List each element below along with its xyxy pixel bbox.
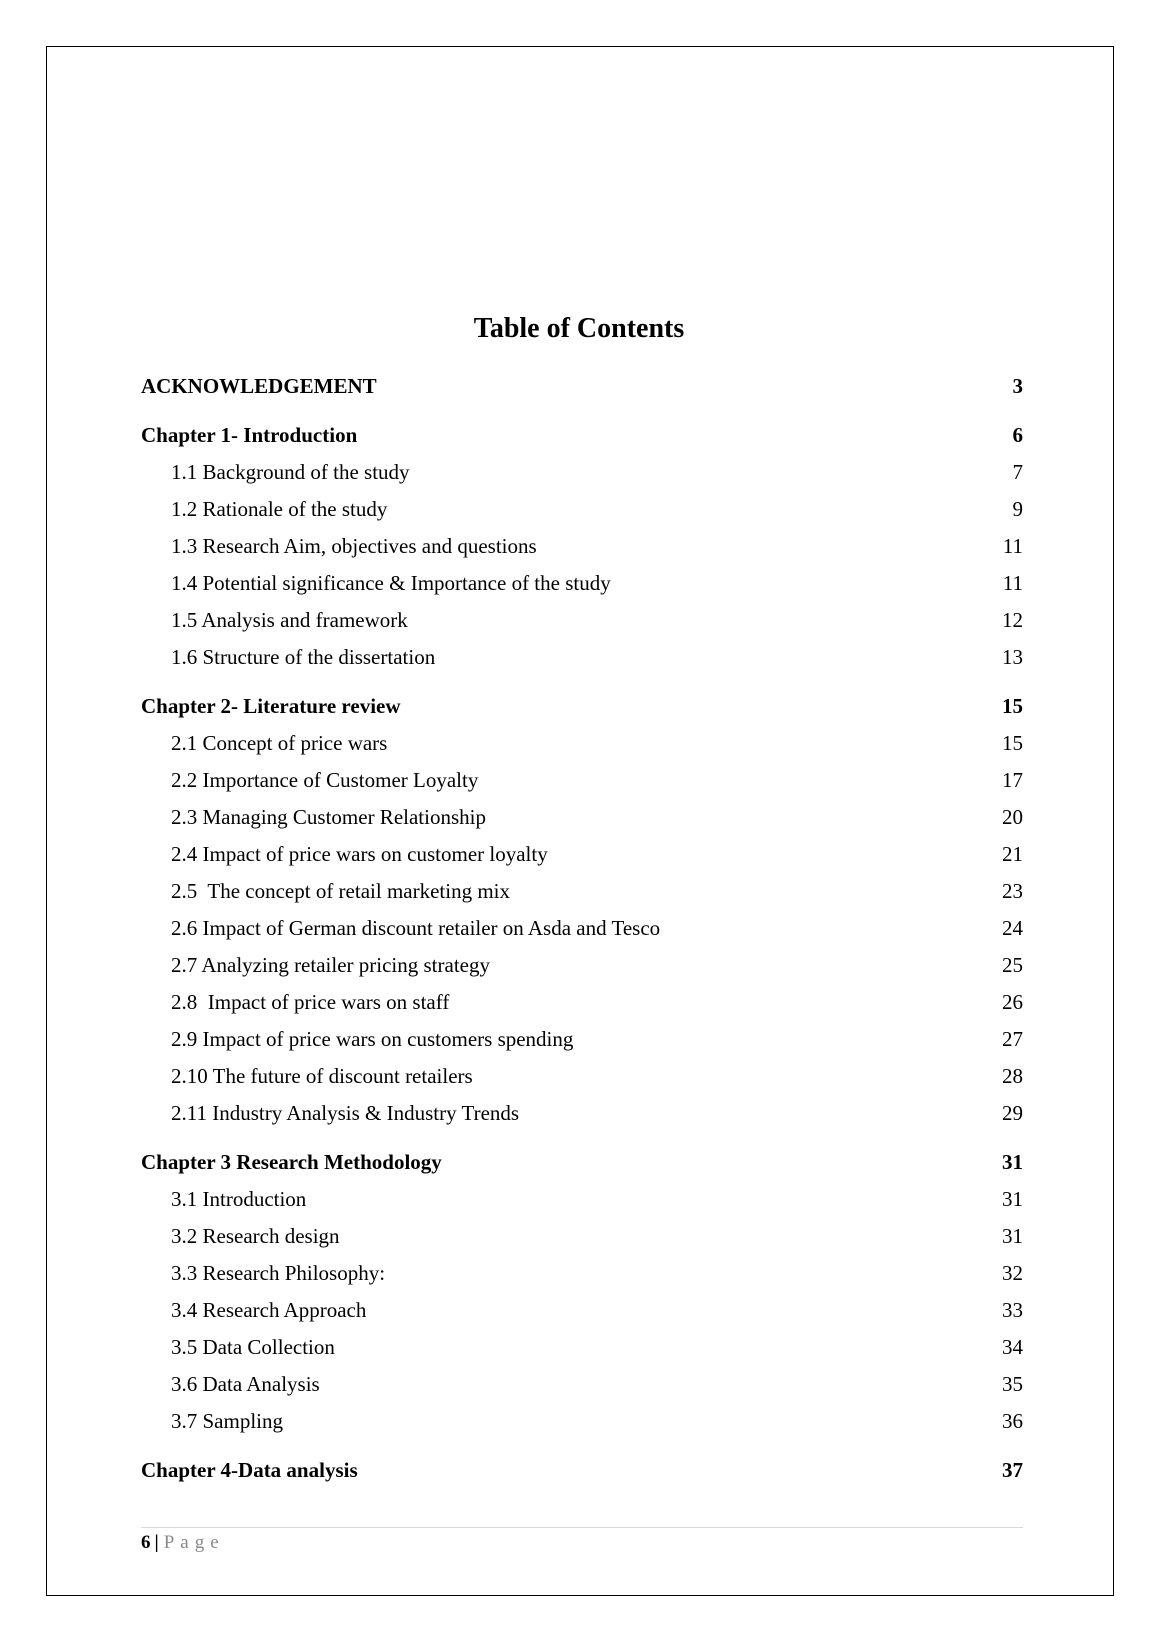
toc-section-entry[interactable] bbox=[141, 1403, 1023, 1440]
toc-section-entry[interactable] bbox=[141, 873, 1023, 910]
toc-section-entry[interactable] bbox=[141, 602, 1023, 639]
toc-entry-page-number: 31 bbox=[1002, 1224, 1023, 1248]
toc-section-entry[interactable] bbox=[141, 1218, 1023, 1255]
toc-entry-label: 2.7 Analyzing retailer pricing strategy bbox=[171, 953, 490, 977]
toc-entry-label: 1.5 Analysis and framework bbox=[171, 608, 408, 632]
toc-entry-label: Chapter 1- Introduction bbox=[141, 423, 358, 447]
toc-section-entry[interactable] bbox=[141, 1058, 1023, 1095]
toc-entry-page-number: 26 bbox=[1002, 990, 1023, 1014]
toc-entry-label: 1.4 Potential significance & Importance of the study bbox=[171, 571, 611, 595]
toc-entry-page-number: 3 bbox=[1012, 374, 1023, 398]
footer-divider bbox=[141, 1527, 1023, 1528]
toc-section-entry[interactable] bbox=[141, 454, 1023, 491]
toc-entry-label: 1.1 Background of the study bbox=[171, 460, 410, 484]
toc-section-entry[interactable] bbox=[141, 762, 1023, 799]
toc-entry-label: 3.6 Data Analysis bbox=[171, 1372, 320, 1396]
toc-entry-label: 3.2 Research design bbox=[171, 1224, 340, 1248]
toc-section-entry[interactable] bbox=[141, 491, 1023, 528]
toc-entry-label: 2.10 The future of discount retailers bbox=[171, 1064, 473, 1088]
toc-entry-label: Chapter 2- Literature review bbox=[141, 694, 401, 718]
toc-entry-label: Chapter 3 Research Methodology bbox=[141, 1150, 442, 1174]
toc-entry-page-number: 12 bbox=[1002, 608, 1023, 632]
toc-entry-page-number: 35 bbox=[1002, 1372, 1023, 1396]
toc-section-entry[interactable] bbox=[141, 565, 1023, 602]
toc-entry-label: 2.9 Impact of price wars on customers spending bbox=[171, 1027, 574, 1051]
toc-entry-page-number: 15 bbox=[1002, 694, 1023, 718]
toc-entry-label: 1.2 Rationale of the study bbox=[171, 497, 388, 521]
toc-section-entry[interactable] bbox=[141, 947, 1023, 984]
toc-entry-page-number: 23 bbox=[1002, 879, 1023, 903]
toc-entry-page-number: 7 bbox=[1012, 460, 1023, 484]
toc-entry-label: 3.4 Research Approach bbox=[171, 1298, 367, 1322]
toc-entry-page-number: 21 bbox=[1002, 842, 1023, 866]
toc-section-entry[interactable] bbox=[141, 1255, 1023, 1292]
toc-entry-label: 3.1 Introduction bbox=[171, 1187, 307, 1211]
toc-entry-page-number: 31 bbox=[1002, 1187, 1023, 1211]
toc-section-entry[interactable] bbox=[141, 984, 1023, 1021]
toc-chapter-entry[interactable] bbox=[141, 688, 1023, 725]
toc-section-entry[interactable] bbox=[141, 1329, 1023, 1366]
toc-section-entry[interactable] bbox=[141, 1181, 1023, 1218]
toc-section-entry[interactable] bbox=[141, 1366, 1023, 1403]
toc-chapter-entry[interactable] bbox=[141, 1452, 1023, 1489]
toc-section-entry[interactable] bbox=[141, 1021, 1023, 1058]
toc-entry-label: 2.5 The concept of retail marketing mix bbox=[171, 879, 511, 903]
toc-entry-label: ACKNOWLEDGEMENT bbox=[141, 374, 377, 398]
toc-section-entry[interactable] bbox=[141, 725, 1023, 762]
toc-section-entry[interactable] bbox=[141, 910, 1023, 947]
toc-entry-label: 2.11 Industry Analysis & Industry Trends bbox=[171, 1101, 520, 1125]
toc-entry-label: 2.2 Importance of Customer Loyalty bbox=[171, 768, 479, 792]
toc-entry-page-number: 27 bbox=[1002, 1027, 1023, 1051]
toc-entry-page-number: 11 bbox=[1002, 534, 1023, 558]
toc-chapter-entry[interactable] bbox=[141, 1144, 1023, 1181]
page-footer bbox=[141, 1530, 225, 1556]
toc-entry-page-number: 36 bbox=[1002, 1409, 1023, 1433]
toc-entry-page-number: 25 bbox=[1002, 953, 1023, 977]
toc-entry-page-number: 34 bbox=[1002, 1335, 1023, 1359]
toc-entry-label: 3.7 Sampling bbox=[171, 1409, 284, 1433]
footer-page-word: Page bbox=[163, 1532, 225, 1553]
toc-title: Table of Contents bbox=[473, 313, 685, 344]
toc-section-entry[interactable] bbox=[141, 1095, 1023, 1132]
toc-entry-page-number: 13 bbox=[1002, 645, 1023, 669]
toc-section-entry[interactable] bbox=[141, 528, 1023, 565]
toc-entry-page-number: 28 bbox=[1002, 1064, 1023, 1088]
toc-chapter-entry[interactable] bbox=[141, 368, 1023, 405]
toc-entry-label: 2.1 Concept of price wars bbox=[171, 731, 388, 755]
toc-entry-page-number: 31 bbox=[1002, 1150, 1023, 1174]
toc-entry-label: 3.3 Research Philosophy: bbox=[171, 1261, 386, 1285]
toc-entry-label: 2.8 Impact of price wars on staff bbox=[171, 990, 450, 1014]
toc-chapter-entry[interactable] bbox=[141, 417, 1023, 454]
toc-entry-page-number: 9 bbox=[1012, 497, 1023, 521]
toc-entry-page-number: 32 bbox=[1002, 1261, 1023, 1285]
toc-section-entry[interactable] bbox=[141, 836, 1023, 873]
toc-entry-label: Chapter 4-Data analysis bbox=[141, 1458, 358, 1482]
toc-section-entry[interactable] bbox=[141, 1292, 1023, 1329]
toc-list bbox=[141, 368, 1023, 1489]
footer-page-number: 6 bbox=[141, 1532, 151, 1553]
footer-separator: | bbox=[154, 1532, 159, 1553]
toc-entry-page-number: 17 bbox=[1002, 768, 1023, 792]
toc-entry-page-number: 33 bbox=[1002, 1298, 1023, 1322]
toc-entry-page-number: 29 bbox=[1002, 1101, 1023, 1125]
toc-entry-label: 1.3 Research Aim, objectives and questions bbox=[171, 534, 537, 558]
toc-section-entry[interactable] bbox=[141, 799, 1023, 836]
toc-entry-label: 2.4 Impact of price wars on customer loyalty bbox=[171, 842, 548, 866]
toc-entry-label: 1.6 Structure of the dissertation bbox=[171, 645, 436, 669]
toc-section-entry[interactable] bbox=[141, 639, 1023, 676]
toc-entry-page-number: 6 bbox=[1012, 423, 1023, 447]
toc-entry-label: 3.5 Data Collection bbox=[171, 1335, 335, 1359]
toc-entry-page-number: 37 bbox=[1002, 1458, 1023, 1482]
toc-entry-page-number: 11 bbox=[1002, 571, 1023, 595]
toc-entry-page-number: 15 bbox=[1002, 731, 1023, 755]
toc-entry-label: 2.6 Impact of German discount retailer on Asda and Tesco bbox=[171, 916, 661, 940]
toc-entry-label: 2.3 Managing Customer Relationship bbox=[171, 805, 486, 829]
toc-entry-page-number: 24 bbox=[1002, 916, 1023, 940]
toc-entry-page-number: 20 bbox=[1002, 805, 1023, 829]
